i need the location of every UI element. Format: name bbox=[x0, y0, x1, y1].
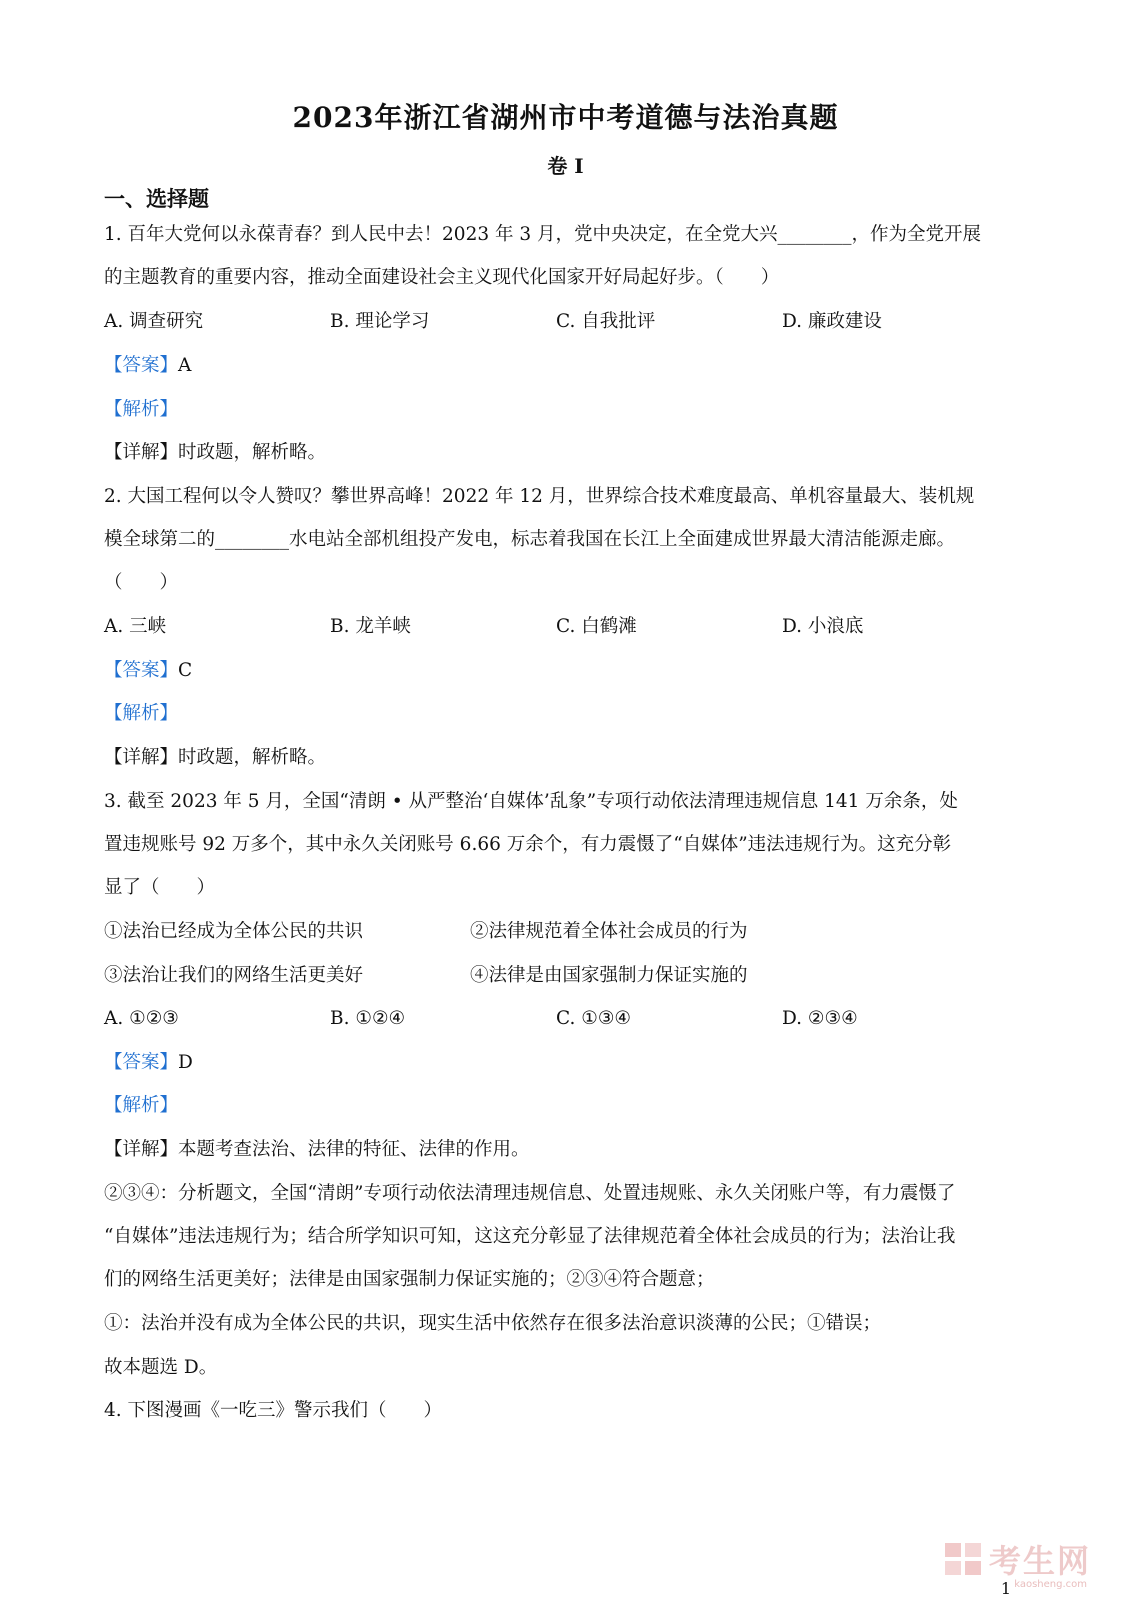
q3-statement-1: ①法治已经成为全体公民的共识 bbox=[104, 921, 364, 942]
q3-answer bbox=[104, 1050, 193, 1076]
watermark bbox=[943, 1536, 1091, 1582]
answer-tag: 【答案】 bbox=[104, 660, 179, 681]
q3-line1: 3. 截至 2023 年 5 月，全国“清朗 • 从严整治‘自媒体’乱象”专项行动依法清理违规信息 141 万余条，处 bbox=[104, 791, 958, 812]
answer-value: A bbox=[178, 355, 192, 376]
page-number: 1 bbox=[1000, 1579, 1011, 1598]
q1-line2: 的主题教育的重要内容，推动全面建设社会主义现代化国家开好局起好步。（ ） bbox=[104, 267, 780, 288]
q3-detail: 【详解】本题考查法治、法律的特征、法律的作用。 bbox=[104, 1139, 530, 1160]
q3-option-a: A. ①②③ bbox=[104, 1008, 179, 1029]
q3-analysis-tag: 【解析】 bbox=[104, 1095, 179, 1116]
document-title: 2023年浙江省湖州市中考道德与法治真题 bbox=[292, 101, 839, 134]
q3-option-d: D. ②③④ bbox=[782, 1008, 858, 1029]
q1-answer bbox=[104, 353, 191, 379]
answer-value: D bbox=[178, 1052, 193, 1073]
q3-option-b: B. ①②④ bbox=[330, 1008, 406, 1029]
q2-line3: （ ） bbox=[104, 572, 179, 593]
q1-option-a: A. 调查研究 bbox=[104, 311, 204, 332]
section-heading: 一、选择题 bbox=[104, 186, 209, 211]
answer-tag: 【答案】 bbox=[104, 1052, 179, 1073]
q3-line2: 置违规账号 92 万多个，其中永久关闭账号 6.66 万余个，有力震慑了“自媒体”违法违规行为。这充分彰 bbox=[104, 834, 952, 855]
q2-option-c: C. 白鹤滩 bbox=[556, 616, 637, 637]
q2-answer bbox=[104, 658, 192, 684]
answer-tag: 【答案】 bbox=[104, 355, 179, 376]
q1-detail: 【详解】时政题，解析略。 bbox=[104, 442, 327, 463]
q3-explain-2: “自媒体”违法违规行为；结合所学知识可知，这这充分彰显了法律规范着全体社会成员的行为；法治让我 bbox=[104, 1226, 956, 1247]
q2-detail: 【详解】时政题，解析略。 bbox=[104, 747, 327, 768]
q3-option-c: C. ①③④ bbox=[556, 1008, 632, 1029]
q3-statement-3: ③法治让我们的网络生活更美好 bbox=[104, 965, 364, 986]
q3-conclusion: 故本题选 D。 bbox=[104, 1357, 218, 1378]
volume-label: 卷 I bbox=[547, 154, 584, 178]
q3-statement-2: ②法律规范着全体社会成员的行为 bbox=[470, 921, 748, 942]
q2-option-d: D. 小浪底 bbox=[782, 616, 864, 637]
q3-statement-4: ④法律是由国家强制力保证实施的 bbox=[470, 965, 748, 986]
q2-line2: 模全球第二的________水电站全部机组投产发电，标志着我国在长江上全面建成世界最大清洁能源走廊。 bbox=[104, 529, 956, 550]
q3-explain-3: 们的网络生活更美好；法律是由国家强制力保证实施的；②③④符合题意； bbox=[104, 1269, 715, 1290]
q2-option-a: A. 三峡 bbox=[104, 616, 167, 637]
q2-option-b: B. 龙羊峡 bbox=[330, 616, 411, 637]
watermark-subtext: kaosheng.com bbox=[1014, 1579, 1087, 1590]
q3-explain-1: ②③④：分析题文，全国“清朗”专项行动依法清理违规信息、处置违规账、永久关闭账户等，有力震慑了 bbox=[104, 1183, 956, 1204]
q1-option-b: B. 理论学习 bbox=[330, 311, 430, 332]
q1-option-c: C. 自我批评 bbox=[556, 311, 656, 332]
q1-analysis-tag: 【解析】 bbox=[104, 399, 179, 420]
answer-value: C bbox=[178, 660, 193, 681]
watermark-text: 考生网 bbox=[988, 1542, 1091, 1580]
q3-line3: 显了（ ） bbox=[104, 877, 216, 898]
q2-line1: 2. 大国工程何以令人赞叹？攀世界高峰！2022 年 12 月，世界综合技术难度最高、单机容量最大、装机规 bbox=[104, 486, 975, 507]
q4-line1: 4. 下图漫画《一吃三》警示我们（ ） bbox=[104, 1400, 443, 1421]
q3-explain-4: ①：法治并没有成为全体公民的共识，现实生活中依然存在很多法治意识淡薄的公民；①错误； bbox=[104, 1313, 882, 1334]
q1-option-d: D. 廉政建设 bbox=[782, 311, 882, 332]
watermark-logo-icon bbox=[943, 1539, 983, 1579]
q1-line1: 1. 百年大党何以永葆青春？到人民中去！2023 年 3 月，党中央决定，在全党大兴________，作为全党开展 bbox=[104, 224, 982, 245]
q2-analysis-tag: 【解析】 bbox=[104, 703, 179, 724]
